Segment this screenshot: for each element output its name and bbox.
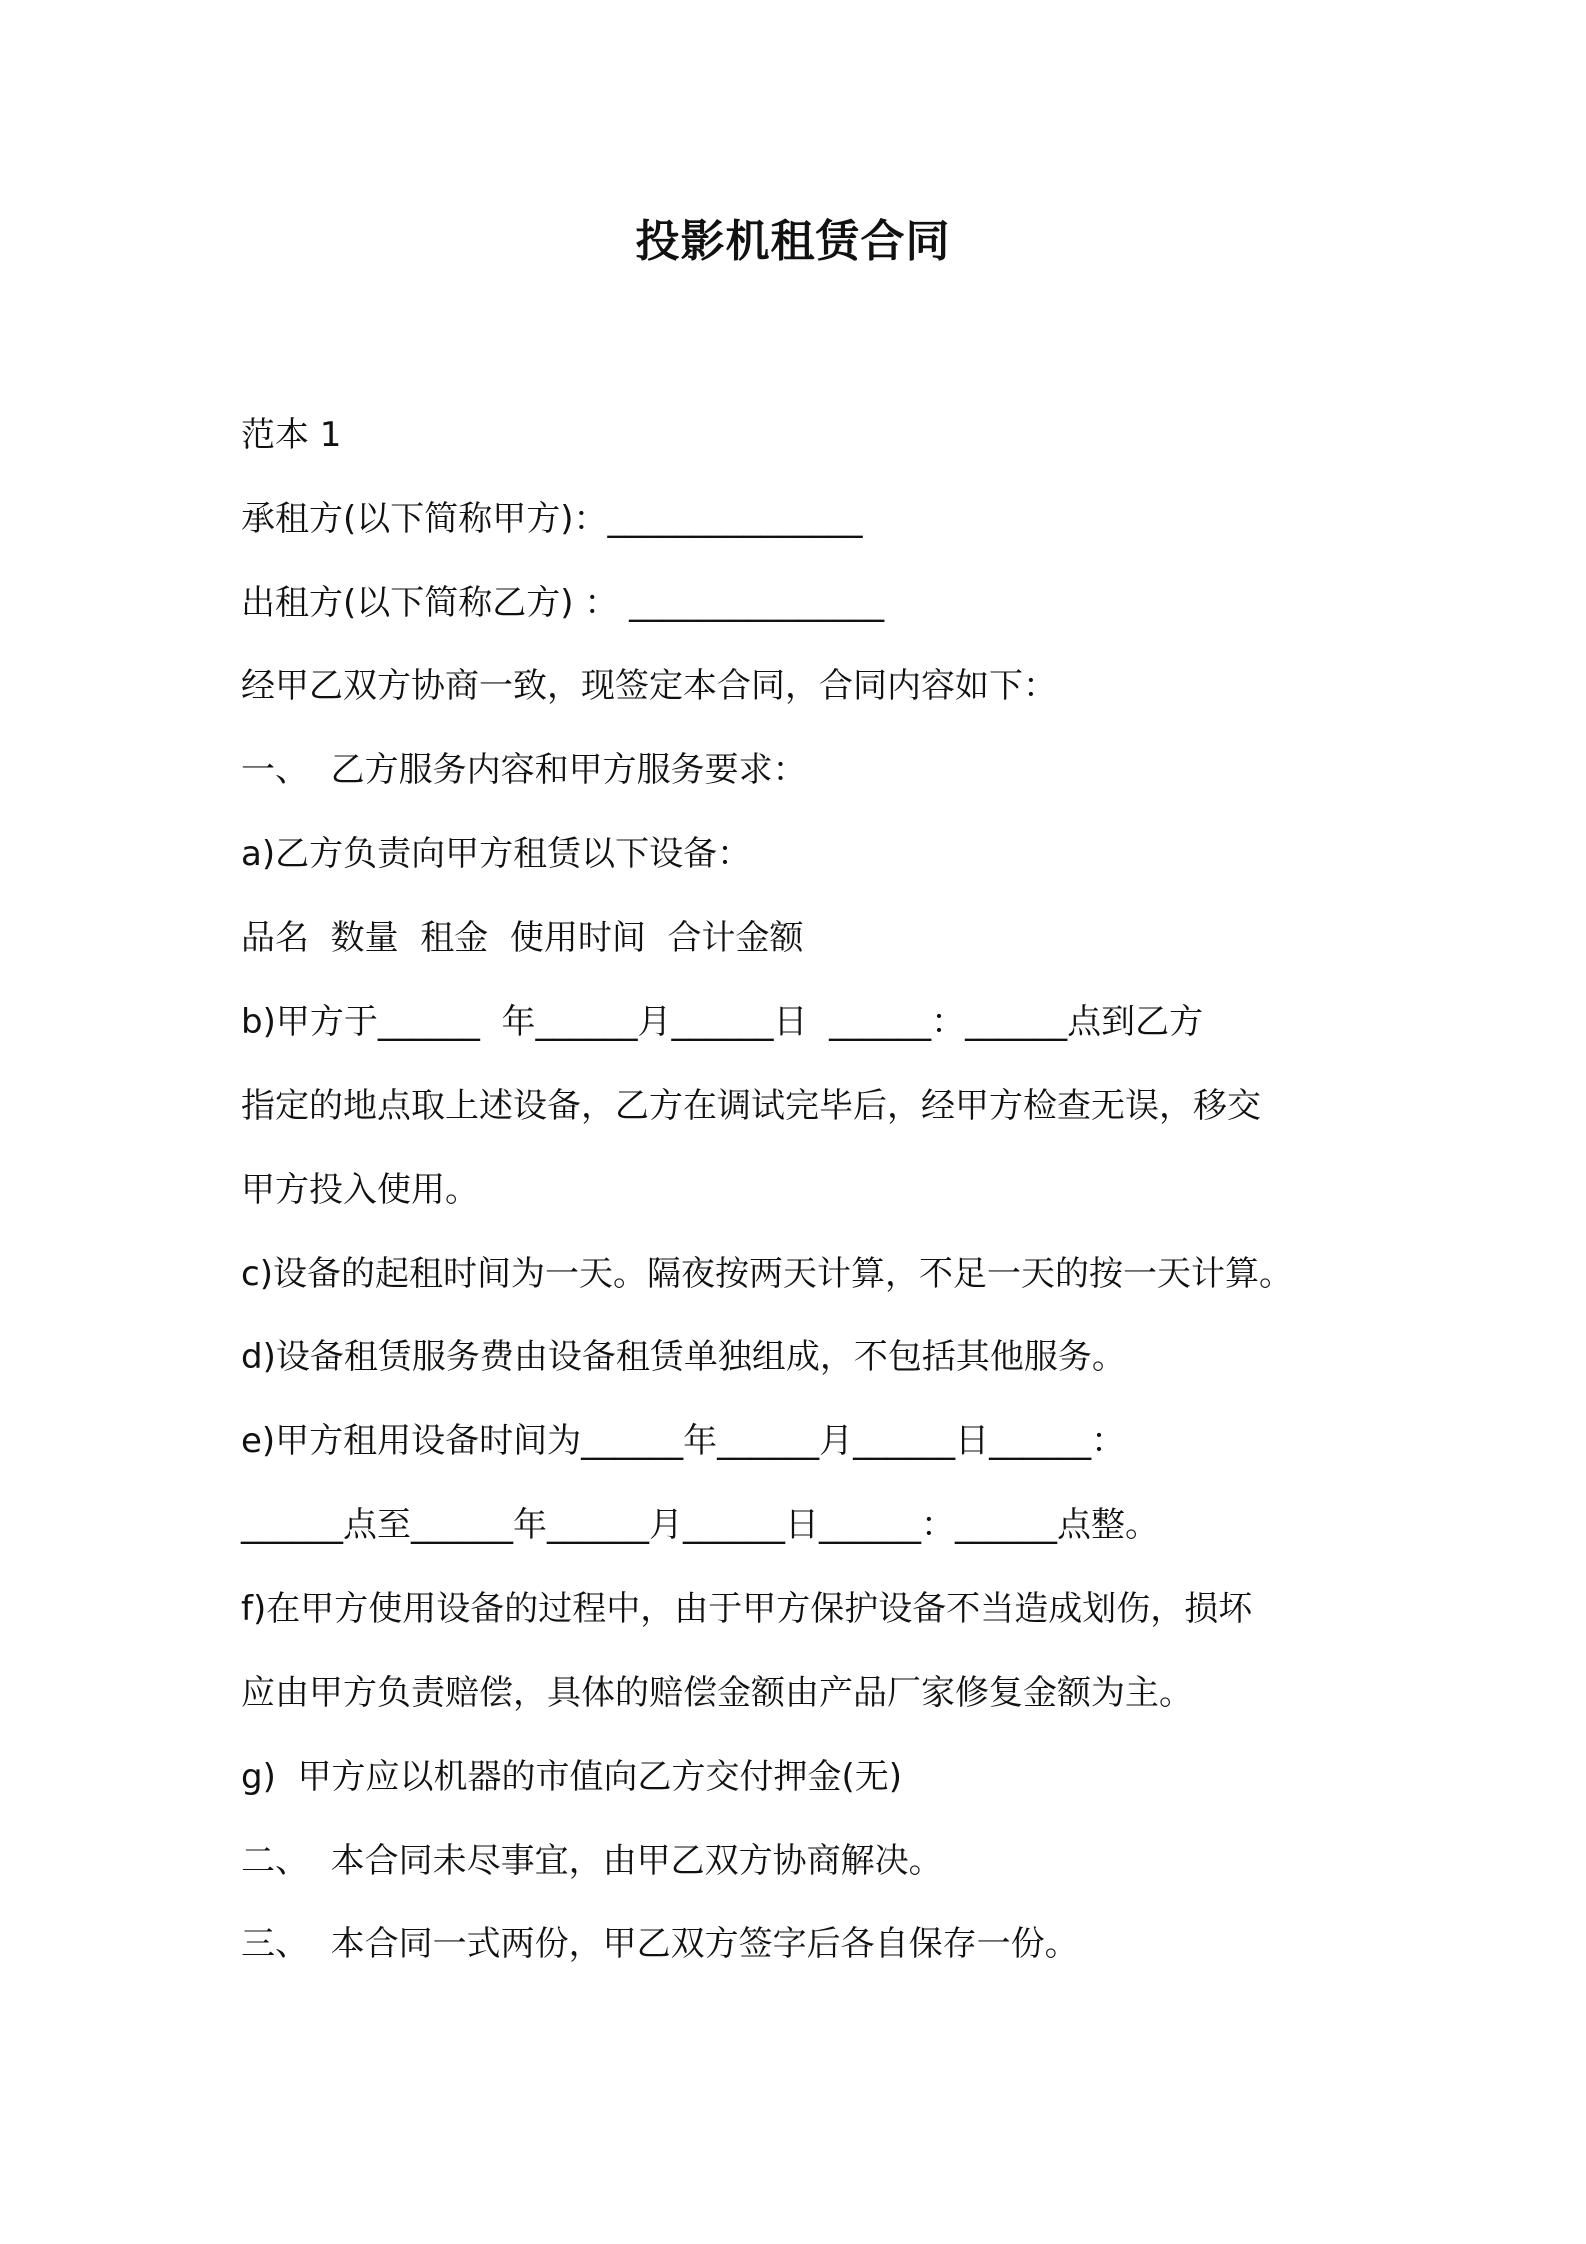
section-1-heading: 一、 乙方服务内容和甲方服务要求： [241,750,807,790]
intro-line: 经甲乙双方协商一致，现签定本合同，合同内容如下： [241,666,1057,706]
clause-f-line-2: 应由甲方负责赔偿，具体的赔偿金额由产品厂家修复金额为主。 [241,1673,1193,1713]
lessee-line: 承租方(以下简称甲方)：_______________ [241,499,863,539]
section-3: 三、 本合同一式两份，甲乙双方签字后各自保存一份。 [241,1924,1079,1964]
document-title: 投影机租赁合同 [635,216,951,267]
equipment-columns: 品名 数量 租金 使用时间 合计金额 [241,918,804,958]
lessor-line: 出租方(以下简称乙方) ： _______________ [241,583,885,623]
section-2: 二、 本合同未尽事宜，由甲乙双方协商解决。 [241,1841,943,1881]
clause-c: c)设备的起租时间为一天。隔夜按两天计算，不足一天的按一天计算。 [241,1254,1293,1294]
clause-b-line-1: b)甲方于______ 年______月______日 ______：______点到乙方 [241,1002,1204,1042]
clause-e-line-1: e)甲方租用设备时间为______年______月______日______： [241,1421,1126,1461]
sample-label: 范本 1 [241,415,342,455]
clause-a: a)乙方负责向甲方租赁以下设备： [241,834,752,874]
clause-b-line-3: 甲方投入使用。 [241,1170,479,1210]
clause-d: d)设备租赁服务费由设备租赁单独组成，不包括其他服务。 [241,1337,1126,1377]
clause-g: g) 甲方应以机器的市值向乙方交付押金(无) [241,1757,902,1797]
clause-f-line-1: f)在甲方使用设备的过程中，由于甲方保护设备不当造成划伤，损坏 [241,1589,1253,1629]
clause-b-line-2: 指定的地点取上述设备，乙方在调试完毕后，经甲方检查无误，移交 [241,1086,1261,1126]
clause-e-line-2: ______点至______年______月______日______：______点整。 [241,1505,1159,1545]
